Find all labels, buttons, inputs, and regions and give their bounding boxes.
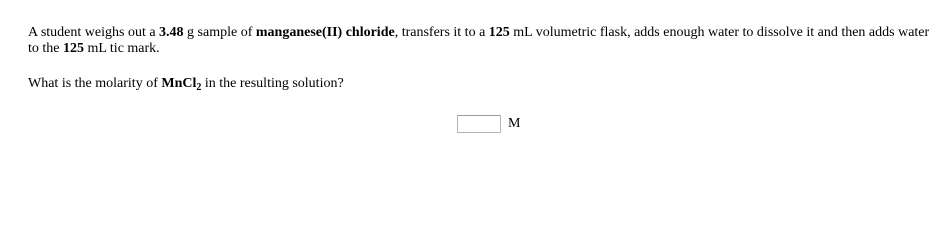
- question-text: [28, 25, 933, 92]
- text-segment: mL tic mark.: [84, 41, 160, 56]
- text-segment: g sample of: [183, 25, 256, 40]
- mass-value: 3.48: [159, 25, 184, 40]
- text-segment: What is the molarity of: [28, 76, 162, 91]
- text-segment: in the resulting solution?: [201, 76, 344, 91]
- answer-row: [457, 115, 520, 133]
- unit-label: M: [508, 116, 521, 131]
- tic-mark-volume: 125: [63, 41, 84, 56]
- chemical-formula: [161, 76, 201, 91]
- compound-name: manganese(II) chloride: [255, 25, 395, 40]
- text-segment: , transfers it to a: [394, 25, 489, 40]
- formula-subscript: 2: [196, 82, 202, 93]
- problem-statement: [28, 25, 933, 57]
- text-segment: mL volumetric flask, adds enough water to dissolve it and then adds water to the: [28, 25, 930, 56]
- formula-main: MnCl: [161, 76, 197, 91]
- molarity-answer-input[interactable]: [457, 115, 501, 133]
- flask-volume: 125: [488, 25, 510, 40]
- question-prompt: [28, 76, 933, 92]
- text-segment: A student weighs out a: [28, 25, 160, 40]
